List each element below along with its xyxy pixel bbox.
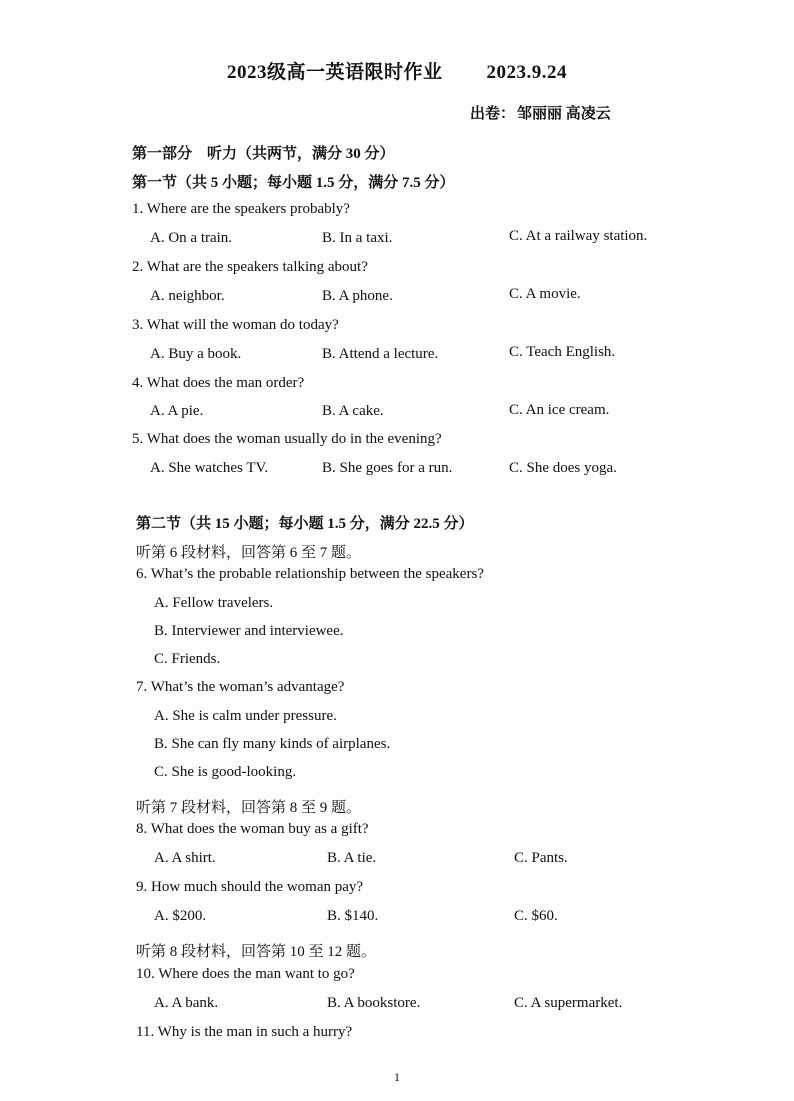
q6-option-c: C. Friends. bbox=[154, 651, 221, 667]
q7-option-b: B. She can fly many kinds of airplanes. bbox=[154, 736, 391, 752]
question-9: 9. How much should the woman pay? bbox=[136, 879, 364, 895]
q10-option-c: C. A supermarket. bbox=[514, 995, 623, 1011]
section2-heading: 第二节（共 15 小题；每小题 1.5 分，满分 22.5 分） bbox=[136, 516, 474, 532]
q8-option-b: B. A tie. bbox=[327, 850, 377, 866]
question-2: 2. What are the speakers talking about? bbox=[132, 259, 368, 275]
question-1: 1. Where are the speakers probably? bbox=[132, 201, 350, 217]
q10-option-b: B. A bookstore. bbox=[327, 995, 421, 1011]
q5-option-b: B. She goes for a run. bbox=[322, 460, 453, 476]
q2-option-b: B. A phone. bbox=[322, 288, 393, 304]
question-11: 11. Why is the man in such a hurry? bbox=[136, 1024, 353, 1040]
q3-option-b: B. Attend a lecture. bbox=[322, 346, 439, 362]
title-text: 2023级高一英语限时作业 bbox=[226, 62, 443, 83]
q2-option-a: A. neighbor. bbox=[150, 288, 225, 304]
question-5: 5. What does the woman usually do in the evening? bbox=[132, 431, 442, 447]
q8-option-a: A. A shirt. bbox=[154, 850, 216, 866]
question-6: 6. What’s the probable relationship between the speakers? bbox=[136, 566, 484, 582]
q8-option-c: C. Pants. bbox=[514, 850, 568, 866]
section1-heading: 第一节（共 5 小题；每小题 1.5 分，满分 7.5 分） bbox=[132, 175, 455, 191]
q1-option-b: B. In a taxi. bbox=[322, 230, 393, 246]
question-4: 4. What does the man order? bbox=[132, 375, 305, 391]
title-date: 2023.9.24 bbox=[486, 62, 567, 83]
q3-option-a: A. Buy a book. bbox=[150, 346, 242, 362]
page-title bbox=[0, 57, 794, 84]
question-7: 7. What’s the woman’s advantage? bbox=[136, 679, 345, 695]
authors-line bbox=[470, 102, 611, 123]
authors-names: 邹丽丽 高凌云 bbox=[517, 106, 611, 122]
q4-option-c: C. An ice cream. bbox=[509, 402, 610, 418]
q1-option-c: C. At a railway station. bbox=[509, 228, 648, 244]
q7-option-c: C. She is good-looking. bbox=[154, 764, 297, 780]
q4-option-b: B. A cake. bbox=[322, 403, 384, 419]
intro-material-8: 听第 8 段材料，回答第 10 至 12 题。 bbox=[136, 944, 377, 960]
q10-option-a: A. A bank. bbox=[154, 995, 219, 1011]
q5-option-c: C. She does yoga. bbox=[509, 460, 617, 476]
page-number: 1 bbox=[394, 1070, 400, 1084]
q1-option-a: A. On a train. bbox=[150, 230, 233, 246]
q2-option-c: C. A movie. bbox=[509, 286, 581, 302]
q5-option-a: A. She watches TV. bbox=[150, 460, 269, 476]
q6-option-b: B. Interviewer and interviewee. bbox=[154, 623, 344, 639]
intro-material-6: 听第 6 段材料，回答第 6 至 7 题。 bbox=[136, 545, 362, 561]
authors-label: 出卷： bbox=[470, 106, 516, 122]
intro-material-7: 听第 7 段材料，回答第 8 至 9 题。 bbox=[136, 800, 362, 816]
part1-heading: 第一部分 听力（共两节，满分 30 分） bbox=[132, 146, 395, 162]
q9-option-a: A. $200. bbox=[154, 908, 207, 924]
q9-option-b: B. $140. bbox=[327, 908, 379, 924]
q4-option-a: A. A pie. bbox=[150, 403, 204, 419]
question-3: 3. What will the woman do today? bbox=[132, 317, 339, 333]
q6-option-a: A. Fellow travelers. bbox=[154, 595, 274, 611]
q9-option-c: C. $60. bbox=[514, 908, 558, 924]
q3-option-c: C. Teach English. bbox=[509, 344, 616, 360]
question-8: 8. What does the woman buy as a gift? bbox=[136, 821, 369, 837]
q7-option-a: A. She is calm under pressure. bbox=[154, 708, 337, 724]
question-10: 10. Where does the man want to go? bbox=[136, 966, 355, 982]
